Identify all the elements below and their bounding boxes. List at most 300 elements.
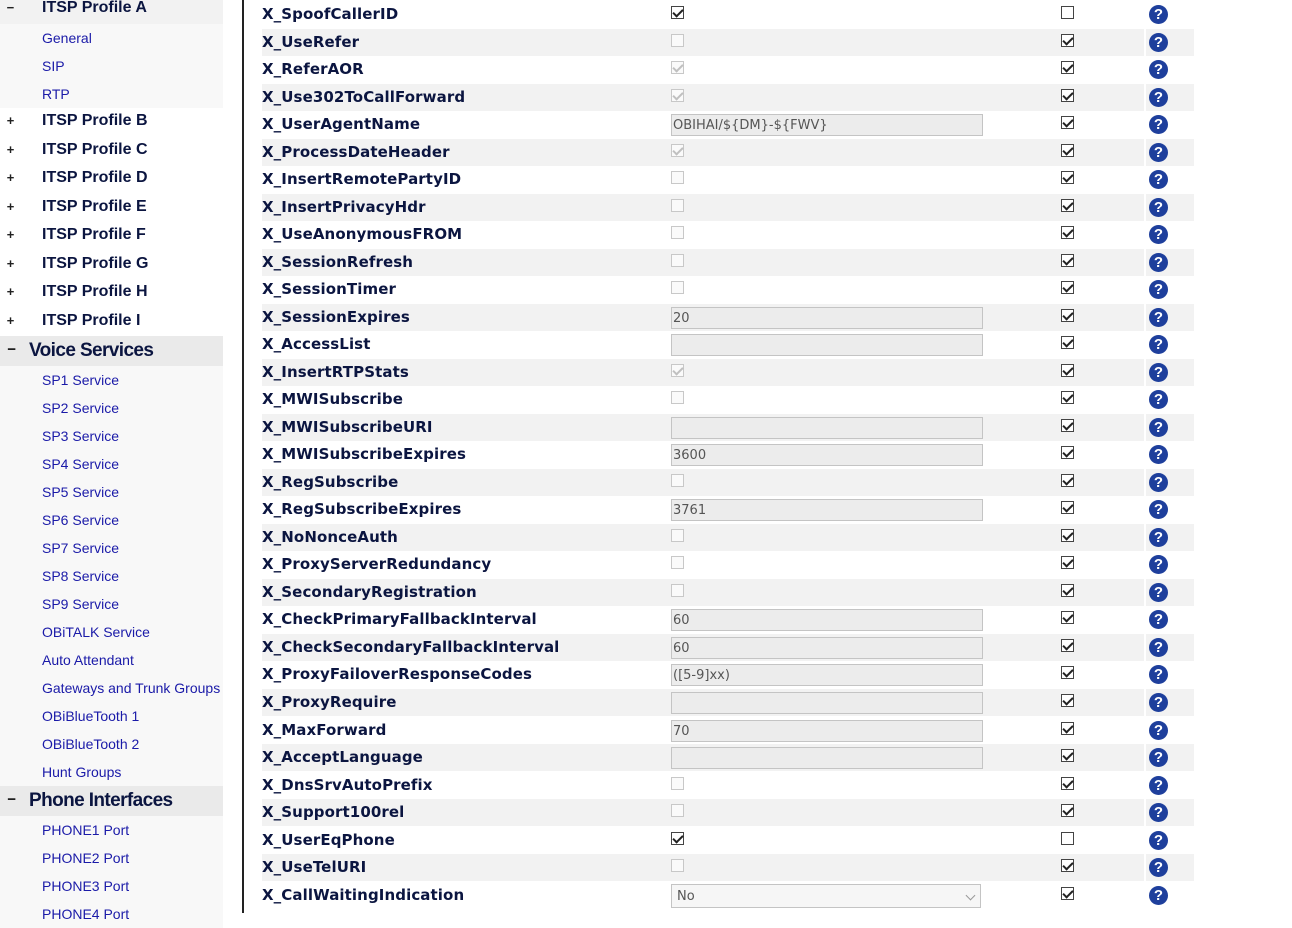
param-row — [262, 1, 1194, 28]
sidebar-item-voice-3[interactable] — [0, 450, 223, 478]
checkmark-icon — [1062, 722, 1073, 733]
sidebar-group-itsp-profile-2[interactable] — [0, 165, 223, 194]
param-name: X_CheckPrimaryFallbackInterval — [262, 610, 537, 628]
value-checkbox — [671, 144, 684, 157]
checkmark-icon — [1062, 859, 1073, 870]
param-name: X_Use302ToCallForward — [262, 88, 466, 106]
default-checkbox[interactable] — [1061, 804, 1074, 817]
column-separator — [1144, 84, 1146, 111]
chevron-down-icon — [966, 891, 976, 901]
sidebar-item-itsp-a-0-label[interactable]: General — [42, 30, 92, 46]
checkmark-icon — [1062, 61, 1073, 72]
param-row — [262, 56, 1194, 83]
param-name: X_ProcessDateHeader — [262, 143, 450, 161]
help-icon[interactable]: ? — [1149, 693, 1168, 712]
default-checkbox[interactable] — [1061, 336, 1074, 349]
value-field: 3761 — [671, 499, 983, 521]
help-icon[interactable]: ? — [1149, 390, 1168, 409]
sidebar-group-itsp-profile-0[interactable] — [0, 108, 223, 137]
column-separator — [1144, 634, 1146, 661]
sidebar-group-itsp-profile-5-label: ITSP Profile G — [42, 254, 149, 272]
checkmark-icon — [1062, 529, 1073, 540]
param-name: X_InsertRTPStats — [262, 363, 409, 381]
help-icon[interactable]: ? — [1149, 858, 1168, 877]
value-field — [671, 417, 983, 439]
default-checkbox[interactable] — [1061, 887, 1074, 900]
checkmark-icon — [1062, 611, 1073, 622]
column-separator — [1144, 249, 1146, 276]
help-icon[interactable]: ? — [1149, 225, 1168, 244]
param-name: X_DnsSrvAutoPrefix — [262, 776, 433, 794]
help-icon[interactable]: ? — [1149, 418, 1168, 437]
sidebar-group-itsp-profile-7[interactable] — [0, 308, 223, 337]
column-separator — [1144, 139, 1146, 166]
default-checkbox[interactable] — [1061, 226, 1074, 239]
sidebar-group-itsp-profile-4-label: ITSP Profile F — [42, 226, 146, 243]
toggle-icon[interactable]: + — [6, 114, 15, 129]
sidebar-item-voice-4[interactable] — [0, 478, 223, 506]
checkmark-icon — [1062, 556, 1073, 567]
sidebar-group-itsp-profile-a-label: ITSP Profile A — [42, 0, 147, 16]
param-row — [262, 221, 1194, 248]
value-checkbox — [671, 89, 684, 102]
column-separator — [1144, 579, 1146, 606]
sidebar-item-itsp-a-2[interactable] — [0, 80, 223, 108]
sidebar-group-itsp-profile-1[interactable] — [0, 137, 223, 166]
column-separator — [1144, 551, 1146, 578]
help-icon[interactable]: ? — [1149, 198, 1168, 217]
default-checkbox[interactable] — [1061, 832, 1074, 845]
default-checkbox[interactable] — [1061, 556, 1074, 569]
checkmark-icon — [1062, 336, 1073, 347]
default-checkbox[interactable] — [1061, 639, 1074, 652]
default-checkbox[interactable] — [1061, 584, 1074, 597]
value-checkbox[interactable] — [671, 6, 684, 19]
default-checkbox[interactable] — [1061, 89, 1074, 102]
sidebar-group-phone-interfaces[interactable] — [0, 786, 223, 816]
param-name: X_ReferAOR — [262, 60, 364, 78]
default-checkbox[interactable] — [1061, 116, 1074, 129]
sidebar-group-itsp-profile-0-label: ITSP Profile B — [42, 112, 148, 129]
default-checkbox[interactable] — [1061, 611, 1074, 624]
checkmark-icon — [1062, 391, 1073, 402]
default-checkbox[interactable] — [1061, 34, 1074, 47]
param-name: X_AcceptLanguage — [262, 748, 423, 766]
default-checkbox[interactable] — [1061, 501, 1074, 514]
checkmark-icon — [1062, 446, 1073, 457]
param-row — [262, 166, 1194, 193]
sidebar-group-voice-services[interactable] — [0, 336, 223, 366]
param-name: X_MWISubscribe — [262, 390, 404, 408]
sidebar-group-itsp-profile-3[interactable] — [0, 194, 223, 223]
help-icon[interactable]: ? — [1149, 610, 1168, 629]
toggle-icon[interactable]: + — [6, 256, 15, 272]
sidebar-item-voice-7-label[interactable]: SP8 Service — [42, 568, 120, 584]
value-field — [671, 334, 983, 356]
default-checkbox[interactable] — [1061, 6, 1074, 19]
value-checkbox — [671, 171, 684, 184]
param-row — [262, 827, 1194, 854]
value-field — [671, 747, 983, 769]
default-checkbox[interactable] — [1061, 777, 1074, 790]
column-separator — [1144, 827, 1146, 854]
param-name: X_SessionExpires — [262, 308, 410, 326]
help-icon[interactable]: ? — [1149, 308, 1168, 327]
sidebar-item-voice-12[interactable] — [0, 702, 223, 730]
param-row — [262, 441, 1194, 468]
sidebar-item-voice-13[interactable] — [0, 730, 223, 758]
sidebar-item-phone-1-label[interactable]: PHONE2 Port — [42, 850, 130, 866]
default-checkbox[interactable] — [1061, 309, 1074, 322]
toggle-icon[interactable]: + — [6, 171, 15, 186]
value-field: 60 — [671, 637, 983, 659]
value-checkbox — [671, 199, 684, 212]
param-name: X_SessionTimer — [262, 280, 396, 298]
param-row — [262, 386, 1194, 413]
checkmark-icon — [1062, 887, 1073, 898]
checkmark-icon — [1062, 364, 1073, 375]
value-field: 70 — [671, 720, 983, 742]
help-icon[interactable]: ? — [1149, 253, 1168, 272]
help-icon[interactable]: ? — [1149, 280, 1168, 299]
param-row — [262, 717, 1194, 744]
param-name: X_UseRefer — [262, 33, 360, 51]
value-checkbox — [671, 61, 684, 74]
checkmark-icon — [1062, 144, 1073, 155]
checkmark-icon — [1062, 666, 1073, 677]
checkmark-icon — [1062, 419, 1073, 430]
sidebar-group-itsp-profile-1-label: ITSP Profile C — [42, 140, 148, 158]
help-icon[interactable]: ? — [1149, 528, 1168, 547]
value-checkbox — [671, 364, 684, 377]
column-separator — [1144, 661, 1146, 688]
default-checkbox[interactable] — [1061, 446, 1074, 459]
sidebar-group-itsp-profile-5[interactable] — [0, 251, 223, 280]
value-checkbox[interactable] — [671, 832, 684, 845]
param-row — [262, 249, 1194, 276]
checkmark-icon — [672, 89, 683, 100]
value-field: OBIHAI/${DM}-${FWV} — [671, 114, 983, 136]
value-checkbox — [671, 281, 684, 294]
sidebar-item-phone-0[interactable] — [0, 816, 223, 844]
default-checkbox[interactable] — [1061, 144, 1074, 157]
toggle-icon[interactable]: + — [6, 313, 15, 329]
sidebar-group-itsp-profile-4[interactable] — [0, 222, 223, 251]
toggle-icon[interactable]: + — [6, 285, 15, 300]
column-separator — [1144, 469, 1146, 496]
value-checkbox — [671, 254, 684, 267]
param-name: X_MWISubscribeExpires — [262, 445, 467, 463]
help-icon[interactable]: ? — [1149, 500, 1168, 519]
column-separator — [1144, 689, 1146, 716]
column-separator — [1144, 166, 1146, 193]
help-icon[interactable]: ? — [1149, 776, 1168, 795]
help-icon[interactable]: ? — [1149, 721, 1168, 740]
param-row — [262, 661, 1194, 688]
checkmark-icon — [672, 832, 683, 843]
column-separator — [1144, 799, 1146, 826]
param-name: X_ProxyRequire — [262, 693, 397, 711]
checkmark-icon — [1062, 34, 1073, 45]
param-row — [262, 414, 1194, 441]
default-checkbox[interactable] — [1061, 722, 1074, 735]
checkmark-icon — [1062, 749, 1073, 760]
column-separator — [1144, 882, 1146, 909]
value-checkbox — [671, 529, 684, 542]
column-separator — [1144, 29, 1146, 56]
column-separator — [1144, 606, 1146, 633]
param-name: X_ProxyServerRedundancy — [262, 555, 492, 573]
default-checkbox[interactable] — [1061, 254, 1074, 267]
value-checkbox — [671, 474, 684, 487]
sidebar-item-voice-1[interactable] — [0, 394, 223, 422]
help-icon[interactable]: ? — [1149, 33, 1168, 52]
sidebar-item-phone-2-label[interactable]: PHONE3 Port — [42, 878, 130, 894]
sidebar-item-voice-9[interactable] — [0, 618, 223, 646]
sidebar-item-itsp-a-1-label[interactable]: SIP — [42, 58, 65, 74]
checkmark-icon — [1062, 694, 1073, 705]
column-separator — [1144, 111, 1146, 138]
param-row — [262, 744, 1194, 771]
toggle-icon[interactable]: + — [6, 199, 15, 215]
help-icon[interactable]: ? — [1149, 335, 1168, 354]
sidebar-item-itsp-a-1[interactable] — [0, 52, 223, 80]
checkmark-icon — [1062, 226, 1073, 237]
column-separator — [1144, 744, 1146, 771]
help-icon[interactable]: ? — [1149, 665, 1168, 684]
param-name: X_CheckSecondaryFallbackInterval — [262, 638, 560, 656]
sidebar-item-voice-3-label[interactable]: SP4 Service — [42, 456, 120, 472]
sidebar-item-voice-2[interactable] — [0, 422, 223, 450]
value-checkbox — [671, 226, 684, 239]
sidebar-item-voice-5-label[interactable]: SP6 Service — [42, 512, 120, 528]
default-checkbox[interactable] — [1061, 364, 1074, 377]
value-field: ([5-9]xx) — [671, 664, 983, 686]
value-field: 60 — [671, 609, 983, 631]
help-icon[interactable]: ? — [1149, 473, 1168, 492]
sidebar-nav — [0, 0, 223, 922]
column-separator — [1144, 359, 1146, 386]
checkmark-icon — [672, 6, 683, 17]
sidebar-item-voice-0[interactable] — [0, 366, 223, 394]
sidebar-group-itsp-profile-a[interactable] — [0, 0, 223, 24]
sidebar-group-itsp-profile-6-label: ITSP Profile H — [42, 283, 148, 300]
sidebar-item-voice-6-label[interactable]: SP7 Service — [42, 540, 120, 556]
param-row — [262, 882, 1194, 909]
sidebar-item-itsp-a-0[interactable] — [0, 24, 223, 52]
sidebar-item-phone-3[interactable] — [0, 900, 223, 928]
param-row — [262, 111, 1194, 138]
param-row — [262, 551, 1194, 578]
help-icon[interactable]: ? — [1149, 583, 1168, 602]
param-name: X_Support100rel — [262, 803, 405, 821]
param-row — [262, 359, 1194, 386]
value-checkbox — [671, 556, 684, 569]
default-checkbox[interactable] — [1061, 529, 1074, 542]
sidebar-group-phone-interfaces-label: Phone Interfaces — [29, 790, 173, 811]
param-row — [262, 84, 1194, 111]
checkmark-icon — [1062, 474, 1073, 485]
param-name: X_RegSubscribe — [262, 473, 399, 491]
checkmark-icon — [672, 144, 683, 155]
sidebar-item-voice-8-label[interactable]: SP9 Service — [42, 596, 120, 612]
value-select[interactable] — [671, 884, 981, 908]
help-icon[interactable]: ? — [1149, 60, 1168, 79]
sidebar-item-voice-11[interactable] — [0, 674, 223, 702]
sidebar-item-voice-14-label[interactable]: Hunt Groups — [42, 764, 122, 780]
default-checkbox[interactable] — [1061, 391, 1074, 404]
value-checkbox — [671, 777, 684, 790]
checkmark-icon — [1062, 199, 1073, 210]
param-row — [262, 331, 1194, 358]
sidebar-item-voice-8[interactable] — [0, 590, 223, 618]
default-checkbox[interactable] — [1061, 419, 1074, 432]
toggle-icon[interactable]: + — [6, 228, 15, 243]
help-icon[interactable]: ? — [1149, 170, 1168, 189]
sidebar-item-voice-10-label[interactable]: Auto Attendant — [42, 652, 134, 668]
column-separator — [1144, 717, 1146, 744]
param-name: X_SecondaryRegistration — [262, 583, 477, 601]
param-name: X_MaxForward — [262, 721, 387, 739]
column-separator — [1144, 441, 1146, 468]
param-name: X_UserEqPhone — [262, 831, 395, 849]
toggle-icon[interactable]: − — [6, 1, 15, 16]
value-checkbox — [671, 391, 684, 404]
sidebar-group-itsp-profile-7-label: ITSP Profile I — [42, 311, 141, 329]
value-field: 3600 — [671, 444, 983, 466]
param-name: X_UseTelURI — [262, 858, 367, 876]
sidebar-item-itsp-a-2-label[interactable]: RTP — [42, 86, 70, 102]
checkmark-icon — [1062, 309, 1073, 320]
sidebar-group-itsp-profile-3-label: ITSP Profile E — [42, 197, 147, 215]
sidebar-item-voice-4-label[interactable]: SP5 Service — [42, 484, 120, 500]
sidebar-item-voice-0-label[interactable]: SP1 Service — [42, 372, 120, 388]
default-checkbox[interactable] — [1061, 61, 1074, 74]
column-separator — [1144, 854, 1146, 881]
column-separator — [1144, 386, 1146, 413]
help-icon[interactable]: ? — [1149, 143, 1168, 162]
default-checkbox[interactable] — [1061, 666, 1074, 679]
param-row — [262, 772, 1194, 799]
checkmark-icon — [672, 364, 683, 375]
checkmark-icon — [1062, 639, 1073, 650]
param-name: X_InsertRemotePartyID — [262, 170, 462, 188]
default-checkbox[interactable] — [1061, 859, 1074, 872]
param-name: X_ProxyFailoverResponseCodes — [262, 665, 533, 683]
param-row — [262, 524, 1194, 551]
column-separator — [1144, 56, 1146, 83]
param-row — [262, 689, 1194, 716]
param-row — [262, 634, 1194, 661]
help-icon[interactable]: ? — [1149, 115, 1168, 134]
checkmark-icon — [1062, 501, 1073, 512]
sidebar-item-voice-6[interactable] — [0, 534, 223, 562]
checkmark-icon — [1062, 254, 1073, 265]
value-checkbox — [671, 34, 684, 47]
param-name: X_UseAnonymousFROM — [262, 225, 463, 243]
help-icon[interactable]: ? — [1149, 803, 1168, 822]
sidebar-item-phone-2[interactable] — [0, 872, 223, 900]
param-name: X_CallWaitingIndication — [262, 886, 465, 904]
help-icon[interactable]: ? — [1149, 5, 1168, 24]
sidebar-item-voice-5[interactable] — [0, 506, 223, 534]
column-separator — [1144, 276, 1146, 303]
default-checkbox[interactable] — [1061, 474, 1074, 487]
toggle-icon[interactable]: + — [6, 142, 15, 158]
help-icon[interactable]: ? — [1149, 886, 1168, 905]
help-icon[interactable]: ? — [1149, 638, 1168, 657]
param-row — [262, 276, 1194, 303]
sidebar-item-phone-3-label[interactable]: PHONE4 Port — [42, 906, 130, 922]
sidebar-item-voice-11-label[interactable]: Gateways and Trunk Groups — [42, 680, 221, 696]
sidebar-item-phone-1[interactable] — [0, 844, 223, 872]
default-checkbox[interactable] — [1061, 281, 1074, 294]
default-checkbox[interactable] — [1061, 694, 1074, 707]
help-icon[interactable]: ? — [1149, 831, 1168, 850]
sidebar-item-voice-14[interactable] — [0, 758, 223, 786]
value-checkbox — [671, 859, 684, 872]
column-separator — [1144, 221, 1146, 248]
sidebar-item-voice-12-label[interactable]: OBiBlueTooth 1 — [42, 708, 140, 724]
column-separator — [1144, 331, 1146, 358]
value-field: 20 — [671, 307, 983, 329]
sidebar-item-voice-10[interactable] — [0, 646, 223, 674]
param-name: X_AccessList — [262, 335, 371, 353]
column-separator — [1144, 304, 1146, 331]
column-separator — [1144, 496, 1146, 523]
sidebar-group-voice-services-label: Voice Services — [29, 340, 154, 361]
toggle-icon[interactable]: − — [6, 342, 16, 359]
column-separator — [1144, 414, 1146, 441]
checkmark-icon — [1062, 89, 1073, 100]
param-name: X_RegSubscribeExpires — [262, 500, 462, 518]
help-icon[interactable]: ? — [1149, 88, 1168, 107]
sidebar-item-voice-7[interactable] — [0, 562, 223, 590]
default-checkbox[interactable] — [1061, 199, 1074, 212]
sidebar-item-voice-1-label[interactable]: SP2 Service — [42, 400, 120, 416]
checkmark-icon — [1062, 584, 1073, 595]
sidebar-item-voice-2-label[interactable]: SP3 Service — [42, 428, 120, 444]
param-row — [262, 496, 1194, 523]
sidebar-item-phone-0-label[interactable]: PHONE1 Port — [42, 822, 130, 838]
param-row — [262, 194, 1194, 221]
value-checkbox — [671, 584, 684, 597]
toggle-icon[interactable]: − — [6, 792, 16, 809]
help-icon[interactable]: ? — [1149, 748, 1168, 767]
default-checkbox[interactable] — [1061, 749, 1074, 762]
help-icon[interactable]: ? — [1149, 363, 1168, 382]
param-row — [262, 606, 1194, 633]
param-name: X_SessionRefresh — [262, 253, 414, 271]
column-separator — [1144, 194, 1146, 221]
column-separator — [1144, 772, 1146, 799]
sidebar-item-voice-9-label[interactable]: OBiTALK Service — [42, 624, 150, 640]
sidebar-item-voice-13-label[interactable]: OBiBlueTooth 2 — [42, 736, 140, 752]
help-icon[interactable]: ? — [1149, 445, 1168, 464]
param-row — [262, 469, 1194, 496]
value-checkbox — [671, 804, 684, 817]
select-value: No — [677, 889, 695, 904]
default-checkbox[interactable] — [1061, 171, 1074, 184]
column-separator — [1144, 524, 1146, 551]
sidebar-group-itsp-profile-6[interactable] — [0, 279, 223, 308]
checkmark-icon — [1062, 804, 1073, 815]
checkmark-icon — [1062, 777, 1073, 788]
param-name: X_InsertPrivacyHdr — [262, 198, 426, 216]
parameter-table — [244, 0, 1292, 913]
help-icon[interactable]: ? — [1149, 555, 1168, 574]
column-separator — [1144, 1, 1146, 28]
